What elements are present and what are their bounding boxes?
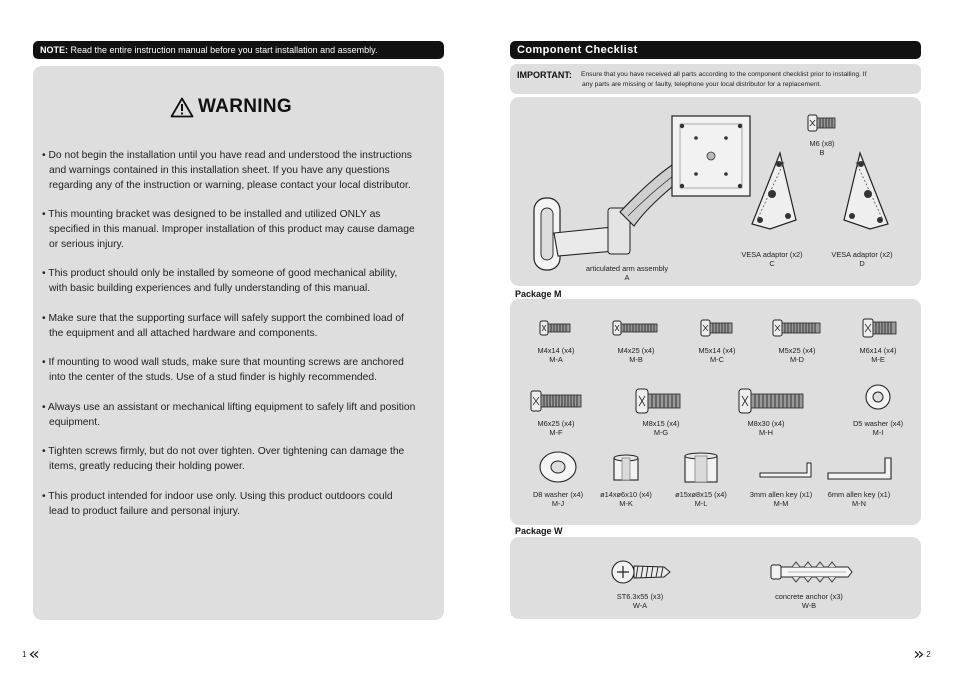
part-name: VESA adaptor (x2): [831, 250, 893, 259]
part-name: M6x14 (x4): [859, 346, 897, 355]
part-name: M6 (x8): [809, 139, 835, 148]
part-label-M-N: [819, 490, 899, 508]
concrete-anchor-w-b-image: [768, 558, 854, 586]
vesa-adaptor-d-image: [840, 150, 892, 232]
part-code: M-H: [759, 428, 773, 437]
part-name: M4x14 (x4): [537, 346, 575, 355]
part-name: M6x25 (x4): [537, 419, 575, 428]
spacer-m-l-image: [683, 452, 719, 486]
note-label: NOTE:: [40, 45, 68, 55]
package-m-label: Package M: [515, 289, 562, 299]
screw-m-f-image: [529, 388, 585, 414]
warning-line: lead to product failure and personal injury.: [49, 506, 240, 517]
allen-key-6mm-image: [825, 455, 895, 485]
warning-line: • This product should only be installed by someone of good mechanical ability,: [42, 268, 398, 279]
part-name: 6mm allen key (x1): [827, 490, 891, 499]
screw-m-b-image: [611, 318, 661, 338]
package-w-panel: [510, 537, 921, 619]
part-name: articulated arm assembly: [585, 264, 669, 273]
washer-m-j-image: [538, 450, 578, 484]
part-name: VESA adaptor (x2): [741, 250, 803, 259]
part-label-W-A: [600, 592, 680, 610]
part-label-M-D: [757, 346, 837, 364]
part-name: ø14xø6x10 (x4): [600, 490, 652, 499]
warning-item-8: [42, 489, 442, 519]
checklist-title-bar: [510, 41, 921, 59]
wood-screw-w-a-image: [610, 557, 672, 587]
part-label-M-E: [838, 346, 918, 364]
warning-line: equipment.: [49, 417, 100, 428]
screw-m-a-image: [538, 318, 574, 338]
warning-item-4: [42, 311, 442, 341]
warning-item-5: [42, 355, 442, 385]
screw-m-g-image: [634, 386, 684, 416]
part-code: W-A: [632, 601, 648, 610]
warning-line: items, greatly reducing their holding power.: [49, 461, 245, 472]
warning-line: and warnings contained in this installation sheet. If you have any questions: [49, 165, 390, 176]
warning-line: • Make sure that the supporting surface will safely support the combined load of: [42, 313, 404, 324]
part-label-M-H: [726, 419, 806, 437]
warning-line: • This mounting bracket was designed to be installed and utilized ONLY as: [42, 209, 381, 220]
warning-line: • This product intended for indoor use only. Using this product outdoors could: [42, 491, 393, 502]
part-code: M-M: [773, 499, 789, 508]
part-code: M-N: [852, 499, 866, 508]
part-label-W-B: [764, 592, 854, 610]
warning-item-6: [42, 400, 442, 430]
part-name: M8x30 (x4): [747, 419, 785, 428]
page-number: 2: [926, 650, 931, 659]
part-name: M4x25 (x4): [617, 346, 655, 355]
part-label-A: [567, 264, 687, 282]
part-name: M5x14 (x4): [698, 346, 736, 355]
part-code: M-G: [653, 428, 669, 437]
part-label-M-A: [516, 346, 596, 364]
part-name: M5x25 (x4): [778, 346, 816, 355]
part-label-M-B: [596, 346, 676, 364]
part-label-M-L: [661, 490, 741, 508]
note-text: Read the entire instruction manual before you start installation and assembly.: [70, 45, 378, 55]
screw-m-e-image: [861, 316, 899, 340]
part-name: ST6.3x55 (x3): [616, 592, 664, 601]
warning-triangle-icon: [170, 97, 194, 118]
part-label-M-I: [838, 419, 918, 437]
part-label-D: [822, 250, 902, 268]
warning-line: into the center of the studs. Use of a stud finder is highly recommended.: [49, 372, 377, 383]
part-code: D: [859, 259, 865, 268]
screw-m-c-image: [699, 317, 735, 339]
part-code: M-C: [710, 355, 724, 364]
part-code: A: [624, 273, 630, 282]
warning-line: the equipment and all attached hardware and components.: [49, 328, 318, 339]
warning-line: specified in this manual. Improper installation of this product may cause damage: [49, 224, 415, 235]
part-code: M-K: [619, 499, 633, 508]
warning-item-1: [42, 148, 442, 193]
part-name: ø15xø8x15 (x4): [675, 490, 727, 499]
important-label: IMPORTANT:: [517, 70, 572, 80]
note-bar: [33, 41, 444, 59]
page-number-right: [914, 650, 931, 659]
screw-m-d-image: [771, 317, 823, 339]
warning-item-2: [42, 207, 442, 252]
page-number: 1: [22, 650, 27, 659]
part-code: M-E: [871, 355, 885, 364]
part-name: concrete anchor (x3): [775, 592, 843, 601]
warning-line: with basic building experiences and fully understanding of this manual.: [49, 283, 371, 294]
part-code: M-L: [694, 499, 708, 508]
page-number-left: [22, 650, 39, 659]
part-label-M-C: [677, 346, 757, 364]
package-w-label: Package W: [515, 526, 563, 536]
important-line-1: Ensure that you have received all parts according to the component checklist prior to installing. If: [581, 71, 867, 78]
part-name: M8x15 (x4): [642, 419, 680, 428]
double-chevron-right-icon: [914, 651, 924, 658]
warning-line: • Always use an assistant or mechanical lifting equipment to safely lift and position: [42, 402, 416, 413]
warning-line: • If mounting to wood wall studs, make sure that mounting screws are anchored: [42, 357, 404, 368]
part-label-M-G: [621, 419, 701, 437]
double-chevron-left-icon: [29, 651, 39, 658]
part-name: D5 washer (x4): [852, 419, 904, 428]
part-label-M-M: [741, 490, 821, 508]
part-name: 3mm allen key (x1): [749, 490, 813, 499]
warning-line: regarding any of the instruction or warning, please contact your local distributor.: [49, 180, 411, 191]
vesa-adaptor-c-image: [748, 150, 800, 232]
part-name: D8 washer (x4): [532, 490, 584, 499]
part-code: M-B: [629, 355, 643, 364]
part-code: W-B: [801, 601, 817, 610]
important-line-2: any parts are missing or faulty, telephone your local distributor for a replacement.: [582, 81, 822, 88]
part-label-M-F: [516, 419, 596, 437]
warning-item-3: [42, 266, 442, 296]
m6-screw-image: [806, 111, 838, 135]
part-code: C: [769, 259, 775, 268]
warning-line: • Tighten screws firmly, but do not over tighten. Over tightening can damage the: [42, 446, 405, 457]
part-code: B: [819, 148, 825, 157]
articulated-arm-image: [528, 108, 758, 278]
warning-line: or serious injury.: [49, 239, 124, 250]
spacer-m-k-image: [612, 454, 640, 484]
screw-m-h-image: [737, 386, 807, 416]
part-code: M-A: [549, 355, 563, 364]
checklist-title: Component Checklist: [517, 44, 638, 56]
part-code: M-I: [872, 428, 884, 437]
warning-title: WARNING: [198, 96, 292, 117]
part-code: M-D: [790, 355, 804, 364]
part-label-M-K: [586, 490, 666, 508]
allen-key-3mm-image: [757, 459, 815, 483]
part-code: M-F: [549, 428, 563, 437]
part-label-C: [732, 250, 812, 268]
part-code: M-J: [551, 499, 565, 508]
warning-item-7: [42, 444, 442, 474]
washer-m-i-image: [864, 383, 892, 411]
warning-line: • Do not begin the installation until you have read and understood the instructions: [42, 150, 412, 161]
important-panel: [510, 64, 921, 94]
